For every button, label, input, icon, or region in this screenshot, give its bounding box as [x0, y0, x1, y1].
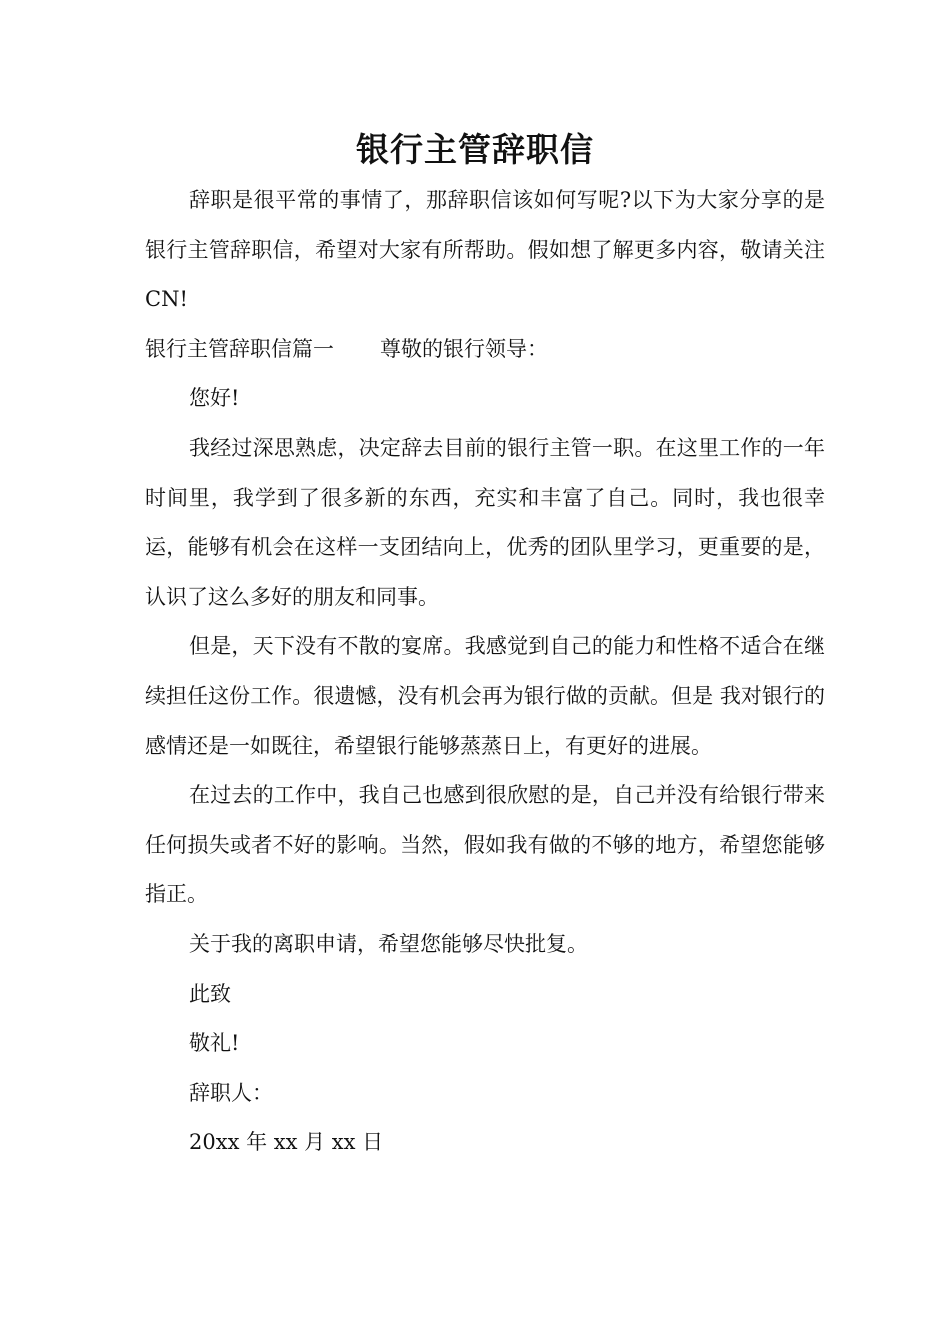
salutation: 尊敬的银行领导：: [380, 336, 548, 361]
paragraph-2: 但是，天下没有不散的宴席。我感觉到自己的能力和性格不适合在继续担任这份工作。很遗憾，没有机会再为银行做的贡献。但是 我对银行的感情还是一如既往，希望银行能够蒸蒸日上，有更好的进展。: [145, 634, 825, 758]
greeting: 您好!: [189, 386, 240, 411]
paragraph-1: 我经过深思熟虑，决定辞去目前的银行主管一职。在这里工作的一年时间里，我学到了很多新的东西，充实和丰富了自己。同时，我也很幸运，能够有机会在这样一支团结向上，优秀的团队里学习，更重要的是，认识了这么多好的朋友和同事。: [145, 435, 825, 609]
paragraph-3: 在过去的工作中，我自己也感到很欣慰的是，自己并没有给银行带来任何损失或者不好的影响。当然，假如我有做的不够的地方，希望您能够指正。: [145, 783, 825, 907]
closing: 此致: [189, 981, 231, 1006]
regards: 敬礼!: [189, 1031, 240, 1056]
document-title: 银行主管辞职信: [356, 130, 594, 169]
letter-body: [145, 176, 825, 1168]
section-heading-line: [145, 325, 825, 375]
intro-paragraph: 辞职是很平常的事情了，那辞职信该如何写呢?以下为大家分享的是银行主管辞职信，希望对大家有所帮助。假如想了解更多内容，敬请关注CN!: [145, 188, 825, 312]
signature-label: 辞职人：: [189, 1080, 273, 1105]
date: 20xx 年 xx 月 xx 日: [189, 1130, 384, 1155]
paragraph-4: 关于我的离职申请，希望您能够尽快批复。: [189, 931, 588, 956]
section-heading: 银行主管辞职信篇一: [145, 336, 334, 361]
